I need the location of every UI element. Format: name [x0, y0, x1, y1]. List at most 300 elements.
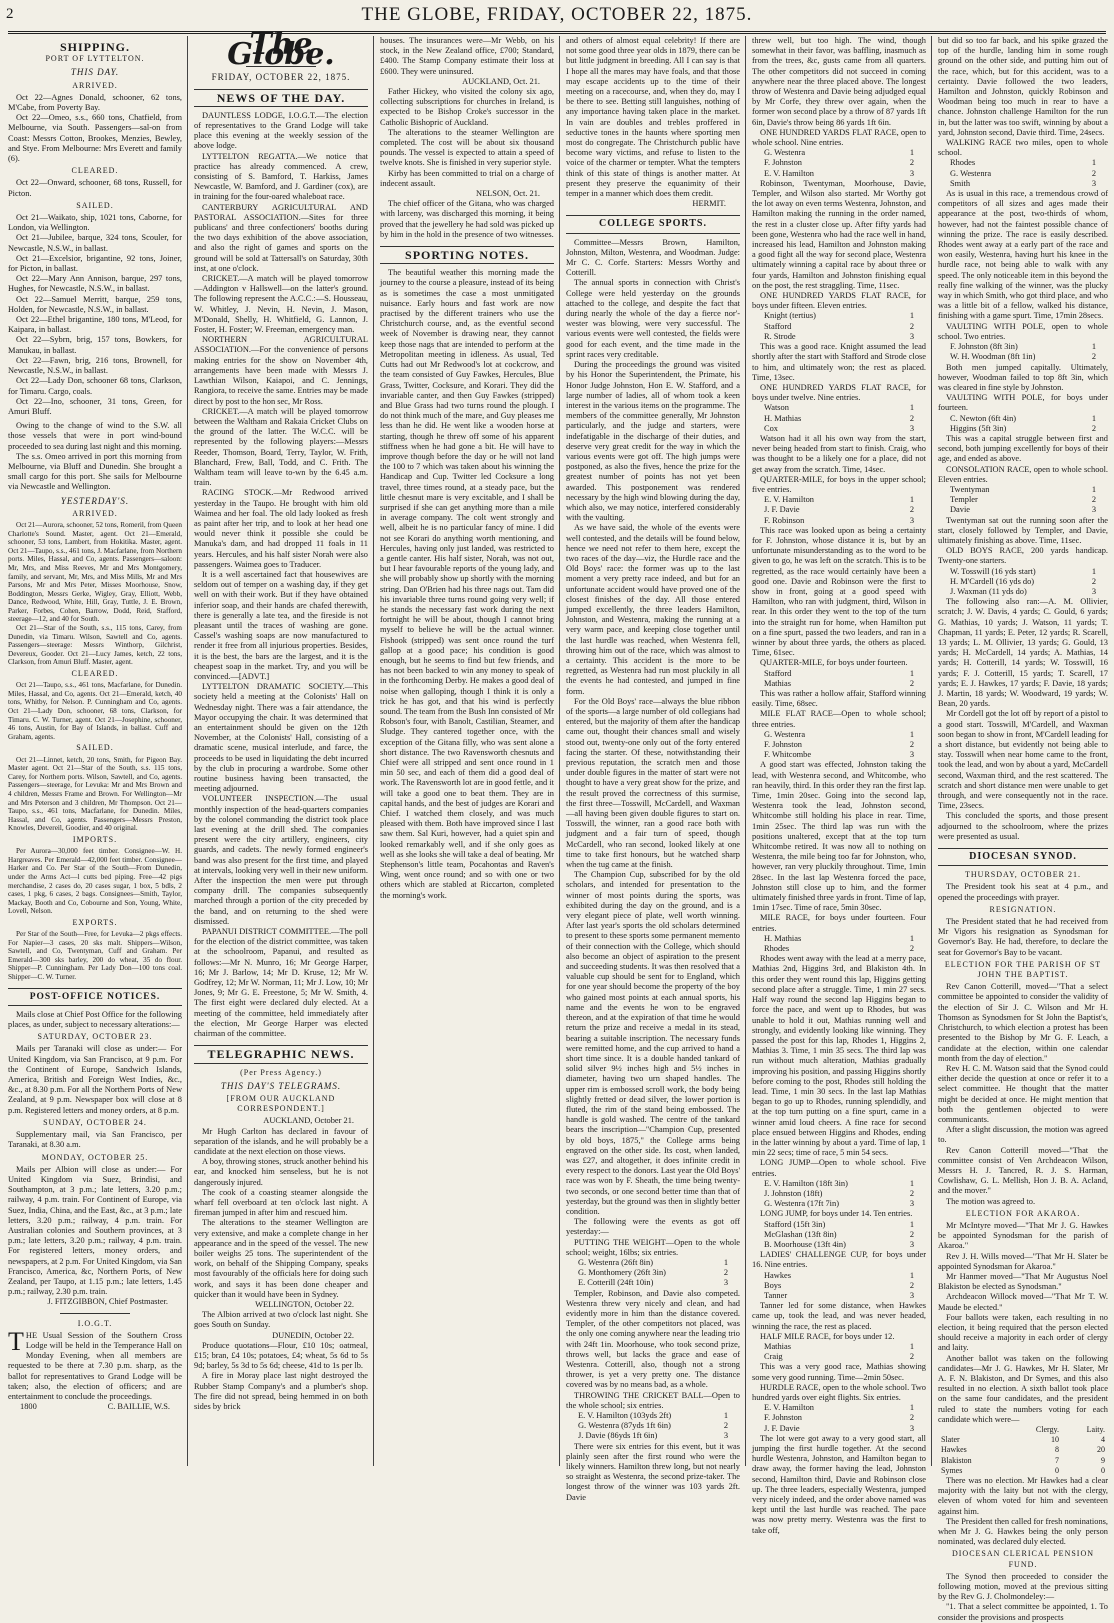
- po-saturday-heading: SATURDAY, OCTOBER 23.: [37, 1032, 153, 1042]
- result-place: 1: [1091, 342, 1096, 352]
- sailed-entry: Oct 22—Lady Don, schooner 68 tons, Clarkson, for Timaru. Cargo, coals.: [8, 376, 182, 396]
- event-heading: WALKING RACE two miles, open to whole school.: [938, 138, 1108, 158]
- result-place: 1: [909, 1178, 914, 1188]
- event-note: Watson had it all his own way from the start, never being headed from start to finish. Craig, who was thought to be a likely one for a place, did not get away from the scratch. Time, 14sec.: [752, 433, 926, 474]
- result-name: G. Westenra: [950, 168, 992, 178]
- telegram: The alterations to the steamer Wellington are very extensive, and make a complete change in her appearance and in the speed of the vessel. The new boiler weighs 25 tons. The superintendent of the work, on behalf of the Shipping Company, speaks most favourably of the officials here for doing such work, and says it has been done cheaper and quicker than it would have been in Sydney.: [194, 1218, 368, 1299]
- y-sailed-text: Oct 21—Linnet, ketch, 20 tons, Smith, for Pigeon Bay. Master agent. Oct 21—Star of the South, s.s. 115 tons, Carey, for Northern ports. Wilson, Sawtell, and Co, agents. Passengers—steerage, for Levuka: Mr and Mrs Brown and 4 children, Messrs Frame and Brown. For Wellington—Mr and Mrs Peterson and 3 children, Mr Thompson. Oct 21—Taupo, s.s., 461 tons, Macfarlane, for Dunedin. Miles, Hassal, and Co, agents. Passengers—Messrs Preston, Knowles, Devereil, Goodier, and 40 original.: [8, 755, 182, 833]
- postmaster-signature: J. FITZGIBBON, Chief Postmaster.: [47, 1297, 168, 1307]
- result-place: 3: [909, 750, 914, 760]
- result-name: J. Johnston (18ft): [764, 1188, 823, 1198]
- telegram: Mr Hugh Carlton has declared in favour of separation of the islands, and he will probably be a candidate at the next election on those views.: [194, 1126, 368, 1156]
- event-note: This concluded the sports, and those present adjourned to the schoolroom, where the prizes were presented as usual.: [938, 811, 1108, 841]
- result-row: [752, 1403, 926, 1413]
- dateline: FRIDAY, OCTOBER 22, 1875.: [211, 72, 351, 83]
- result-row: [752, 158, 926, 168]
- result-name: H. Mathias: [764, 413, 802, 423]
- event-heading: QUARTER-MILE, for boys in the upper school; five entries.: [752, 474, 926, 494]
- result-place: 3: [1091, 586, 1096, 596]
- result-row: [938, 424, 1108, 434]
- dateline-auckland-2: AUCKLAND, Oct. 21.: [462, 76, 540, 86]
- telegram: A fire in Moray place last night destroyed the Rubber Stamp Company's and a plumber's shop. The fire did not spread, being hemmed in on both sides by brick: [194, 1371, 368, 1411]
- result-row: [752, 414, 926, 424]
- result-row: [938, 352, 1108, 362]
- result-row: [752, 516, 926, 526]
- result-row: [752, 730, 926, 740]
- column-divider: [187, 36, 188, 1466]
- result-name: Knight (tertius): [764, 311, 816, 321]
- result-row: [752, 740, 926, 750]
- result-row: [752, 1352, 926, 1362]
- synod-heading: DIOCESAN SYNOD.: [938, 848, 1108, 866]
- event-note: Both men jumped capitally. Ultimately, however, Woodman failed to top 8ft 3in, which was cleared in fine style by Johnston.: [938, 362, 1108, 392]
- result-name: G. Westenra: [764, 148, 806, 158]
- result-name: Mathias: [764, 678, 791, 688]
- result-place: 2: [909, 413, 914, 423]
- result-name: G. Westenra: [764, 729, 806, 739]
- result-name: Smith: [950, 178, 971, 188]
- result-row: [752, 1230, 926, 1240]
- telegram: The chief officer of the Gitana, who was charged with larceny, was discharged this morning, it being proved that the jewellery he had sold was picked up by him in the hold in the presence of two witnesses.: [380, 199, 554, 239]
- synod-subhead: RESIGNATION.: [989, 904, 1057, 914]
- event-note: Twentyman sat out the running soon after the start, closely followed by Templer, and Davie, ultimately finishing as above. Time, 11sec.: [938, 515, 1108, 545]
- result-name: Stafford (15ft 3in): [764, 1219, 826, 1229]
- ballot-cell: 4: [1101, 1435, 1105, 1445]
- event-note: This was a very good race, Mathias showing some very good running. Time—2min 50sec.: [752, 1362, 926, 1382]
- result-row: [752, 169, 926, 179]
- result-name: F. Johnston: [764, 740, 802, 750]
- masthead-title: THE GLOBE, FRIDAY, OCTOBER 22, 1875.: [361, 4, 753, 25]
- result-place: 3: [723, 1431, 728, 1441]
- result-place: 2: [1091, 576, 1096, 586]
- ballot-cell: 9: [1101, 1455, 1105, 1465]
- ballot-row: [938, 1445, 1108, 1455]
- synod-text: The President took his seat at 4 p.m., and opened the proceedings with prayer.: [938, 882, 1108, 902]
- result-place: 1: [909, 1270, 914, 1280]
- column-divider: [373, 36, 374, 1466]
- result-name: G. Westenra (87yds 1ft 6in): [578, 1421, 671, 1431]
- result-row: [938, 414, 1108, 424]
- cleared-entry: Oct 22—Onward, schooner, 68 tons, Russell, for Picton.: [8, 178, 182, 198]
- news-heading: NEWS OF THE DAY.: [194, 89, 368, 107]
- y-sailed-heading: SAILED.: [76, 743, 114, 753]
- result-name: C. Newton (6ft 4in): [950, 413, 1017, 423]
- sailed-entry: Oct 22—Samuel Merritt, barque, 259 tons, Holden, for Newcastle, N.S.W., in ballast.: [8, 294, 182, 314]
- drop-cap: T: [8, 1326, 24, 1356]
- college-text: The Champion Cup, subscribed for by the old scholars, and intended for presentation to the winner of most points during the sports, was exhibited during the day on the ground, and is a very elegant piece of plate, well worth winning. After last year's sports the old scholars determined to present to these sports some permanent memento of their connection with the College, which should also become an object of aspiration to the present and succeeding students. It was then resolved that a valuable cup should be sent for to England, which for one year should become the property of the boy who gained most points at each annual sports, his name and the events he won to be engraved thereon, and at the expiration of that time he would return the prize and receive a medal in its stead, bearing a suitable inscription. The necessary funds were remitted home, and the cup arrived to hand a short time since. It is a double handed tankard of solid silver 9½ inches high and 5½ inches in diameter, having two urn shaped handles. The upper rim is embossed scroll work, the body being slightly fretted or dead silver, the lower portion is fluted, the rim of the stand being embossed. The handle is gold washed. The centre of the tankard bears the inscription—"Champion Cup, presented by old boys, 1875," the College arms being engraved on the other side. Its cost, when landed, was £27, and altogether, it does infinite credit in every respect to the donors. Last year the Old Boys' race was won by F. Sheath, the time being twenty-two seconds, or one second better time than that of yesterday, but the ground was then in slightly better condition.: [566, 870, 740, 1216]
- result-place: 2: [723, 1268, 728, 1278]
- ballot-cell: Hawkes: [941, 1445, 967, 1455]
- result-row: [752, 403, 926, 413]
- event-note: Templer, Robinson, and Davie also competed. Westenra threw very nicely and clean, and had evidently more in him than the distance covered. Templer, of the other competitors not placed, was the only one coming anywhere near the leading trio with 24ft 1in. Moorhouse, who took second prize, throws well, but lacks the grace and ease of Westenra. Cotterill, also, though not a strong thrower, is yet a very pretty one. The distance covered was by no means bad, as a whole.: [566, 1288, 740, 1390]
- result-place: 1: [909, 403, 914, 413]
- sailed-heading: SAILED.: [76, 200, 114, 210]
- result-name: Hawkes: [764, 1270, 791, 1280]
- event-note: This was rather a hollow affair, Stafford winning easily. Time, 68sec.: [752, 689, 926, 709]
- dateline-dunedin: DUNEDIN, October 22.: [272, 1330, 354, 1340]
- imports-heading: IMPORTS.: [72, 834, 118, 844]
- result-row: [566, 1278, 740, 1288]
- sporting-text: The beautiful weather this morning made the journey to the course a pleasure, instead of its being as is sometimes the case a most unmitigated nuisance. Early hours and fast work are now practised by the different trainers who use the Christchurch course, and, as the eventful second week of November is drawing near, they cannot keep those nags that are intended to perform at the Metropolitan meeting in idleness. As usual, Ted Cutts had out Mr Redwood's lot at cockcrow, and the team consisted of Guy Fawkes, Hercules, Blue Grass, Twitter, Cocksure, and Korari. They did the invariable canter, and then Guy Fawkes (stripped) and Blue Grass had two turns round the plough. I do not think much of the mare, and Guy pleases me less than he did. He went like a wooden horse at starting, though he threw off some of his apparent stiffness when he had gone a bit. He will have to improve though before the day or he will not land the 100 to 7 which was taken about his winning the Handicap and Cup. Twitter led Cocksure a long travel, three times round, at a steady pace, but the little chesnut mare is very excitable, and I shall be surprised if she can get anything more than a mile in average company. The colt went strongly and well, albeit he is no particular fancy of mine. I did not see Korari do anything worth mentioning, and Hercules, having only just landed, was restricted to a gentle canter. His half sister, Norah, was not out, but I hear favourable reports of the young lady, and she will probably show up shortly with the morning string. Dan O'Brien had his three nags out. Tam did his invariable three turns round going very well; if he stands the necessary fast work during the next fortnight he will be about, though I cannot bring myself to believe he will be the actual winner. Fishook (stripped) was sent once round the turf gallop at a good pace; his condition is good enough, but he seems to find but few friends, and has not been backed to win any money to speak of in the forthcoming Derby. He makes a good deal of noise when galloping, though I think it is only a trick he has got, and that his wind is perfectly sound. The team from the Bush Inn consisted of Mr Robson's four, with Banolt, Castilian, Steamer, and Sludge. They cantered together once, with the exception of the Gitana filly, who was sent alone a short distance. The two Ravensworth chesnuts and Chief were all stripped and sent once round in 1 min 50 sec, and each of them did a good deal of work. The Ravensworth lot are in good fettle, and it will take a good one to beat them. They are in capital hands, and the best of judges are Korari and Chief. I watched them closely, and was much pleased with them. Both have improved since I last saw them. Sal Kuri, however, had a quiet spin and looked remarkably well, and if she only goes as well as she looks she will take a deal of beating. Mr Stephenson's little team, Pocahontas and Raven's Wing, went once round; and so with one or two others which are stabled at Riccarton, completed the morning's work.: [380, 268, 554, 900]
- telegram: Produce quotations—Flour, £10 10s; oatmeal, £15; bran, £4 10s; potatoes, £4; wheat, 5s 6d to 5s 9d; barley, 5s 3d to 5s 6d; cheese, 41d to 1s per lb.: [194, 1340, 368, 1371]
- news-item: CRICKET.—A match will be played tomorrow between the Waltham and Rakaia Cricket Clubs on the ground of the latter. The W.C.C. will be represented by the following players:—Messrs Reeder, Thomson, Board, Terry, Taylor, W. Frith, Blanchard, Frew, Ball, Todd, and C. Frith. The Waltham team will leave to-wn by the 6.45 a.m. train.: [194, 406, 368, 488]
- result-place: 1: [909, 148, 914, 158]
- telegraphic-heading: TELEGRAPHIC NEWS.: [194, 1045, 368, 1063]
- synod-text: Archdeacon Willock moved—"That Mr T. W. Maude be elected.": [938, 1292, 1108, 1312]
- result-place: 1: [723, 1411, 728, 1421]
- result-row: [938, 577, 1108, 587]
- result-place: 1: [1091, 484, 1096, 494]
- event-heading: VAULTING WITH POLE, for boys under fourteen.: [938, 393, 1108, 413]
- event-note: threw well, but too high. The wind, though somewhat in their favor, was baffling, inasmuch as from the trees, &c, gusts came from all quarters. The other competitors did not succeed in coming anywhere near the three placed above. The longest throw of Westenra and Davie being adjudged equal by Mr Corfe, they threw over again, when the former won second place by a throw of 87 yards 1ft 6in, Davie's throw being 86 yards 1ft 6in.: [752, 36, 926, 127]
- ballot-row: [938, 1456, 1108, 1466]
- ballot-table: [938, 1425, 1108, 1476]
- result-place: 1: [909, 495, 914, 505]
- result-row: [752, 1281, 926, 1291]
- result-row: [938, 505, 1108, 515]
- event-note: As is usual in this race, a tremendous crowd of competitors of all sizes and ages made their appearance at the post, two-thirds of whom, however, had not the faintest possible chance of winning the prize. The race is easily described. Rhodes went away at a early part of the race and won easily, Westenra, having hurt his knee in the hurdle race, not being able to walk with any speed. The only noticeable item in this beyond the really fine walking of the winner, was the plucky way in which Smith, who got third place, and who was a little bit of a fellow, walked his distance, finishing with a game spurt. Time, 17min 28secs.: [938, 189, 1108, 321]
- result-row: [752, 944, 926, 954]
- event-heading: MILE RACE, for boys under fourteen. Four entries.: [752, 913, 926, 933]
- result-name: J. F. Davie: [764, 1423, 800, 1433]
- result-row: [752, 669, 926, 679]
- result-place: 2: [723, 1421, 728, 1431]
- event-heading: ONE HUNDRED YARDS FLAT RACE, open to whole school. Nine entries.: [752, 127, 926, 148]
- exports-heading: EXPORTS.: [72, 917, 118, 927]
- event-note: Robinson, Twentyman, Moorhouse, Davie, Templer, and Wilson also started. Mr Worthy got the lot away on even terms Westenra, Johnston, and Hamilton making the running in the order named, the rest in a cluster close up. After fifty yards had been gone, Westenra who had the race well in hand, increased his lead, Hamilton and Johnston making a good fight all the way for second place, Westenra ultimately winning a capital race by about three or four yards, Hamilton and Johnston finishing equal on the post, the rest straggling. Time, 11sec.: [752, 178, 926, 290]
- dateline-auckland: AUCKLAND, October 21.: [263, 1116, 354, 1126]
- post-office-heading: POST-OFFICE NOTICES.: [8, 988, 182, 1006]
- arrival-entry: Oct 22—Agnes Donald, schooner, 62 tons, M'Cabe, from Poverty Bay.: [8, 92, 182, 113]
- result-name: Rhodes: [764, 944, 790, 954]
- synod-text: Mr Hanmer moved—"That Mr Augustus Noel Blakiston be elected as Synodsman.": [938, 1271, 1108, 1292]
- result-name: G. Monthomery (26ft 3in): [578, 1268, 666, 1278]
- result-name: Tanner: [764, 1290, 788, 1300]
- y-cleared-text: Oct 21—Taupo, s.s., 461 tons, Macfarlane, for Dunedin. Miles, Hassal, and Co, agents. Oct 21—Emerald, ketch, 40 tons, Whitby, for Nelson. P. Cunningham and Co, agents. Oct 21—Lady Don, schooner, 68 tons, Clarkson, for Timaru. C. W. Turner, agent. Oct 21—Josephine, schooner, 46 tons, Austin, for Bay of Islands, in ballast. Cuff and Graham, agents.: [8, 681, 182, 741]
- event-note: There were six entries for this event, but it was plainly seen after the first round who were the likely winners. Hamilton threw long, but not nearly so straight as Westenra, the second prize-taker. The longest throw of the winner was 103 yards 2ft. Davie: [566, 1441, 740, 1502]
- result-row: [566, 1411, 740, 1421]
- news-item: CRICKET.—A match will be played tomorrow—Addington v Hallswell—on the latter's ground. The following represent the A.C.C.:—S. Housseau, W. Whitley, J. Nevin, H. Nevin, J. Mason, M'Donald, Shelly, H. Whitfield, G. Lannon, J. Foster, H. Foster; W. Freeman, emergency man.: [194, 274, 368, 335]
- result-name: E. V. Hamilton: [764, 1403, 814, 1413]
- ballot-cell: 0: [1055, 1465, 1060, 1475]
- result-place: 2: [909, 321, 914, 331]
- iogt-heading: I.O.G.T.: [77, 1318, 113, 1328]
- result-place: 1: [909, 311, 914, 321]
- result-place: 2: [909, 1352, 914, 1362]
- result-row: [752, 1271, 926, 1281]
- result-name: Rhodes: [950, 158, 976, 168]
- news-item: LYTTELTON REGATTA.—We notice that practice has already commenced. A crew, consisting of S. Bamford, T. Harkiss, James Newcastle, W. Bamford, and J. Gardiner (cox), are in training for the four-oared whaleboat race.: [194, 151, 368, 202]
- result-name: G. Westenra (26ft 8in): [578, 1257, 653, 1267]
- result-row: [566, 1268, 740, 1278]
- result-row: [752, 495, 926, 505]
- synod-text: Rev H. C. M. Watson said that the Synod could either decide the question at once or refer it to a select committee. He thought that the matter might be decided at once. He might mention that both the gentlemen objected to were communicants.: [938, 1063, 1108, 1124]
- result-name: Templer: [950, 495, 978, 505]
- telegram: The cook of a coasting steamer alongside the wharf fell overboard at ten o'clock last night. A fireman jumped in after him and rescued him.: [194, 1187, 368, 1218]
- result-place: 1: [909, 668, 914, 678]
- college-text: As we have said, the whole of the events were well contested, and the details will be found below, hence we need not refer to them here, except the two races of the day—viz, the Hurdle race and the Old Boys' race: the former was up to the last moment a very pretty race indeed, and but for an unfortunate accident would have proved one of the closest finishes of the day. All those entered jumped excellently, the three leaders Hamilton, Johnston, and Westenra, making the running at a very warm pace, and keeping close together until the last hurdle was reached, when Westenra fell, throwing him out of the race, which was almost to a certainty. This accident is the more to be regretted, as Westenra had run most pluckily in all the events he had contested, and jumped in fine form.: [566, 523, 740, 696]
- result-name: E. V. Hamilton: [764, 168, 814, 178]
- synod-text: Another ballot was taken on the following candidates—Mr J. G. Hawkes, Mr H. Slater, Mr A. F. N. Blakiston, and Dr Symes, and this also resulted in no election. A sixth ballot took place on the same four candidates, and the president ruled to state the numbers voting for each candidate which were—: [938, 1353, 1108, 1424]
- iogt-signature: C. BAILLIE, W.S.: [107, 1402, 170, 1412]
- result-row: [752, 1189, 926, 1199]
- sailed-entry: Oct 22—Fawn, brig, 216 tons, Brownell, for Newcastle, N.S.W., in ballast.: [8, 355, 182, 376]
- result-name: Higgins (5ft 3in): [950, 423, 1007, 433]
- result-row: [938, 158, 1108, 168]
- result-name: H. Mathias: [764, 933, 802, 943]
- ballot-header-cell: Laity.: [1086, 1425, 1105, 1435]
- result-name: J. Davie (86yds 1ft 6in): [578, 1431, 658, 1441]
- ballot-cell: 7: [1055, 1455, 1060, 1465]
- result-place: 3: [909, 423, 914, 433]
- y-arrived-text-2: Oct 21—Star of the South, s.s., 115 tons, Carey, from Dunedin, via Timaru. Wilson, Sawtell and Co, agents. Passengers—steerage: Messrs Winthorp, Gilchrist, Devereux, Gooder. Oct 21—Lucy James, ketch, 22 tons, Clarkson, from Amuri Bluff. Master, agent.: [8, 624, 182, 667]
- event-heading: LONG JUMP—Open to whole school. Five entries.: [752, 1158, 926, 1178]
- event-note: A good start was effected, Johnston taking the lead, with Westenra second, and Whitcombe, who ran heavily, third. In this order they ran the first lap. Time, 1min 20sec. Going into the second lap, Westenra took the lead, Johnston second, Whitcombe still holding his place in rear. Time, 1min 25sec. The third lap was run with the positions unaltered, except that at the top turn Whitcombe retired. It was now all to nothing on Westenra, the mile being too far for Johnston, who, however, ran very pluckily throughout. Time, 1min 28sec. In the last lap Westenra forced the pace, Johnston still close up to him, and the former ultimately finished three yards in front. Time of lap, 1min 17sec. Time of race, 5min 30sec.: [752, 760, 926, 913]
- result-name: Stafford: [764, 668, 792, 678]
- iogt-notice-text: HE Usual Session of the Southern Cross Lodge will be held in the Temperance Hall on Monday Evening, when all members are requested to be there at 7.30 p.m. sharp, as the ballot for representatives to Grand Lodge will be taken; also, the election of officers; and are entertainment to conclude the proceedings.: [8, 1330, 182, 1401]
- event-heading: HURDLE RACE, open to the whole school. Two hundred yards over eight flights. Six entries.: [752, 1382, 926, 1403]
- result-place: 3: [909, 1423, 914, 1433]
- synod-subhead: ELECTION FOR THE PARISH OF ST JOHN THE BAPTIST.: [944, 959, 1102, 980]
- ballot-cell: 20: [1097, 1445, 1105, 1455]
- result-name: Mathias: [764, 1342, 791, 1351]
- ballot-cell: 0: [1101, 1465, 1105, 1475]
- sailed-entry: Oct 21—Jubilee, barque, 324 tons, Scouler, for Newcastle, N.S.W., in ballast.: [8, 233, 182, 253]
- po-saturday: Mails per Taranaki will close as under:— For United Kingdom, via San Francisco, at 9 p.m. For the Continent of Europe, Sandwich Islands, America, British and Foreign West Indies, &c., &c., at 8.30 p.m. For all the Northern Ports of New Zealand, at 9 p.m. Newspaper box will close at 8 p.m. Registered letters and money orders, at 8 p.m.: [8, 1044, 182, 1115]
- shipping-heading: SHIPPING.: [59, 40, 130, 54]
- event-heading: LADIES' CHALLENGE CUP, for boys under 16. Nine entries.: [752, 1250, 926, 1270]
- result-row: [938, 342, 1108, 352]
- result-name: R. Strode: [764, 331, 796, 341]
- ballot-cell: 10: [1051, 1435, 1060, 1445]
- result-row: [938, 587, 1108, 597]
- event-note: The lot were got away to a very good start, all jumping the first hurdle together. At the second hurdle Westenra, Johnston, and Hamilton began to draw away, the former having the lead, Johnston second, Hamilton third, Davie and Robinson close up. The three leaders, especially Westenra, jumped very nicely indeed, and the order above named was kept until the last hurdle was reached. The pace was now pretty merry. Westenra was the first to take off,: [752, 1433, 926, 1535]
- ballot-cell: 8: [1055, 1445, 1060, 1455]
- port-heading: PORT OF LYTTELTON.: [45, 54, 145, 64]
- event-note: This race was looked upon as being a certainty for F. Johnston, whose distance it is, but by an unfortunate misunderstanding as to the word to be given to go, he was left on the scratch. This is to be regretted, as the race would certainly have been a good one. Davie and Robinson were the first to show in front, going at a good speed with Hamilton, who ran with judgment, third, Wilson in rear. In this order they went to the top of the turn into the straight run for home, when Hamilton put on a fine spurt, passed the two leaders, and ran in a winner by about three yards, the others as placed. Time, 61sec.: [752, 525, 926, 658]
- result-place: 3: [909, 331, 914, 341]
- result-name: W. Tosswill (16 yds start): [950, 566, 1036, 576]
- result-name: Davie: [950, 505, 970, 515]
- result-row: [752, 1199, 926, 1209]
- column-divider: [559, 36, 560, 1466]
- result-name: E. V. Hamilton (18ft 3in): [764, 1178, 848, 1188]
- yesterday-heading: YESTERDAY'S.: [60, 495, 130, 506]
- sailed-entry: Oct 21—Waikato, ship, 1021 tons, Caborne, for London, via Wellington.: [8, 213, 182, 233]
- result-place: 2: [909, 1280, 914, 1290]
- y-cleared-heading: CLEARED.: [71, 669, 119, 679]
- column-divider: [745, 36, 746, 1466]
- college-text: The annual sports in connection with Christ's College were held yesterday on the grounds attached to the college, and despite the fact that during nearly the whole of the day a fierce nor'-wester was blowing, were very successful. The various events were well contested, the fields were good for each event, and the time made in the sprint races very creditable.: [566, 278, 740, 359]
- result-name: E. Cotterill (24ft 10in): [578, 1278, 654, 1288]
- event-heading: VAULTING WITH POLE, open to whole school. Two entries.: [938, 321, 1108, 341]
- result-name: H. M'Cardell (16 yds do): [950, 576, 1035, 586]
- result-place: 2: [909, 1413, 914, 1423]
- press-agency: (Per Press Agency.): [240, 1067, 322, 1077]
- telegram: A boy, throwing stones, struck another behind his ear, and knocked him senseless, but he is not dangerously injured.: [194, 1157, 368, 1187]
- news-item: It is a well ascertained fact that housewives are seldom out of temper on a washing day, if they get well on with their work. But if they have obtained inferior soap, and their hands are chafed therewith, there is generally a late tea, and the fireside is not pleasant until the traces of washing are gone. Cassel's washing soaps are now manufactured to render it free from all injurious properties. Besides, it is the best, the bars are the largest, and it is the cheapest soap in the market. Try, and you will be convinced.—[ADVT.]: [194, 569, 368, 681]
- po-intro: Mails close at Chief Post Office for the following places, as under, subject to necessary alterations:—: [8, 1009, 182, 1030]
- event-heading: CONSOLATION RACE, open to whole school. Eleven entries.: [938, 464, 1108, 484]
- result-place: 1: [1091, 413, 1096, 423]
- result-place: 3: [909, 1290, 914, 1300]
- result-name: Watson: [764, 403, 789, 413]
- result-row: [938, 169, 1108, 179]
- telegram: The alterations to the steamer Wellington are completed. The cost will be about six thousand pounds. The vessel is expected to attain a speed of twelve knots. She is finished in very superior style.: [380, 127, 554, 168]
- result-place: 2: [1091, 168, 1096, 178]
- result-row: [752, 1240, 926, 1250]
- sporting-continued: and others of almost equal celebrity! If there are not some good three year olds in 1879, there can be but little judgment in breeding. All I can say is that I hope all the mares may have foals, and that those may escape accidents up to the time of their meeting on a racecourse, and, when they do, may I be there to see. Betting still languishes, nothing of any importance having taken place in the market. In vain are doubles and trebles proffered in seductive tones in the haunts where sporting men most do congregate. The Christchurch public have become wary victims, and refuse to listen to the voice of the charmer or tempter. What the tempters think of this state of things is another matter. At present they preserve the equanimity of their temper in a manner which does them credit.: [566, 36, 740, 199]
- result-place: 2: [909, 158, 914, 168]
- college-text: For the Old Boys' race—always the blue ribbon of the sports—a large number of old collegians had entered, but the majority of them after the handicap came out, thought their chances small and wisely stood out, twenty-one only out of the forty entered facing the starter. Of these, notwithstanding their previous reputation, the scratch men and those under double figures in the matter of start were not thought to have a very great show for the prize, and the result proved the correctness of this surmise, the first three—Tosswill, McCardell, and Waxman—all having been given double figures to start on. Tosswill, the winner, ran a good race both with judgment and a fair turn of speed, though McCardell, who ran second, looked likely at one time to take first honours, but he watched sharp when the tug came at the finish.: [566, 696, 740, 870]
- synod-text: "1. That a select committee be appointed, 1. To consider the provisions and prospects: [938, 1602, 1108, 1622]
- result-place: 1: [909, 1219, 914, 1229]
- masthead-rule: [8, 31, 1106, 32]
- result-row: [752, 505, 926, 515]
- result-place: 3: [723, 1278, 728, 1288]
- result-place: 3: [909, 515, 914, 525]
- sailed-entry: Oct 22—Ethel brigantine, 180 tons, M'Leod, for Kaipara, in ballast.: [8, 315, 182, 335]
- synod-subhead: DIOCESAN CLERICAL PENSION FUND.: [951, 1549, 1095, 1569]
- ballot-cell: Symes: [941, 1465, 963, 1475]
- result-row: [752, 332, 926, 342]
- result-name: F. Johnston: [764, 158, 802, 168]
- shipping-notice: The s.s. Omeo arrived in port this morning from Melbourne, via Bluff and Dunedin. She brought a small cargo for this port. She sails for Melbourne via Newcastle and Wellington.: [8, 451, 182, 492]
- column-college: [566, 36, 740, 1502]
- result-row: [752, 750, 926, 760]
- result-row: [752, 424, 926, 434]
- result-name: J. F. Davie: [764, 505, 800, 515]
- result-row: [938, 179, 1108, 189]
- result-row: [752, 148, 926, 158]
- event-heading: ONE HUNDRED YARDS FLAT RACE, for boys under fifteen. Eleven entries.: [752, 291, 926, 311]
- ballot-cell: Blakiston: [941, 1455, 972, 1465]
- page-number: 2: [6, 6, 15, 22]
- result-place: 2: [1091, 352, 1096, 362]
- result-name: E. V. Hamilton (103yds 2ft): [578, 1411, 672, 1421]
- event-heading: LONG JUMP, for boys under 14. Ten entries.: [760, 1209, 913, 1219]
- cleared-heading: CLEARED.: [71, 166, 119, 176]
- result-place: 2: [1091, 423, 1096, 433]
- result-row: [752, 311, 926, 321]
- result-name: J. Waxman (11 yds do): [950, 586, 1027, 596]
- telegram: The Albion arrived at two o'clock last night. She goes South on Sunday.: [194, 1310, 368, 1330]
- result-place: 1: [1091, 158, 1096, 168]
- event-note: Rhodes went away with the lead at a merry pace, Mathias 2nd, Higgins 3rd, and Blakiston 4th. In this order they went round this lap, Higgins getting second place after a struggle. Time, 1 min 27 secs. Half way round the second lap Higgins began to force the pace, and went up to Rhodes, but was unable to hold it out, Mathias running well and strongly, and evidently looking like winning. They passed the post for this lap, Rhodes 1, Higgins 2, Mathias 3. Time, 1 min 35 secs. The third lap was run without much alteration, Mathias gradually improving his position, and passing Higgins shortly before coming to the post, Rhodes still holding the lead. Time, 1 min 30 secs. In the last lap Mathias began to go up to Rhodes, running splendidly, and at the top turn putting on a fine spurt, came in a winner amid loud cheers. A fine race for second place ensued between Higgins and Rhodes, ending in the latter winning by about a yard. Time of lap, 1 min 22 secs; time of race, 5 min 54 secs.: [752, 954, 926, 1158]
- iogt-footer: [8, 1402, 182, 1412]
- event-heading: QUARTER-MILE, for boys under fourteen.: [760, 658, 908, 668]
- result-place: 2: [909, 1229, 914, 1239]
- news-item: DAUNTLESS LODGE, I.O.G.T.—The election of representatives to the Grand Lodge will take place this evening at the weekly session of the above lodge.: [194, 110, 368, 151]
- result-place: 2: [1091, 495, 1096, 505]
- result-row: [752, 679, 926, 689]
- exports-text: Per Star of the South—Free, for Levuka—2 pkgs effects. For Napier—3 cases, 20 sks malt. Shippers—Wilson, Sawtell, and Co, Twentyman, Cuff and Graham. Per Emerald—300 sks barley, 200 do wheat, 35 do flour. Shipper—P. Cunningham. Per Lady Don—100 tons coal. Shipper—C. W. Turner.: [8, 930, 182, 982]
- event-note: Mr Cordell got the lot off by report of a pistol to a good start. Tosswill, M'Cardell, and Waxman soon began to show in front, M'Cardell leading for a short distance, but evidently not being able to stay. Tosswill when near home came to the front, took the lead, and won by about a yard, McCardell second, Waxman third, and the rest scattered. The scratch and short distance men were unable to get through, and were consequently not in the race. Time, 23secs.: [938, 709, 1109, 811]
- result-place: 2: [909, 678, 914, 688]
- result-place: 2: [909, 505, 914, 515]
- result-row: [566, 1258, 740, 1268]
- result-row: [938, 485, 1108, 495]
- result-row: [752, 1413, 926, 1423]
- divider: [60, 1313, 130, 1314]
- event-note: This was a capital struggle between first and second, both jumping excellently for boys of their age, and ended as above.: [938, 433, 1108, 464]
- result-place: 2: [909, 944, 914, 954]
- y-arrived-heading: ARRIVED.: [72, 508, 118, 518]
- news-item: RACING STOCK.—Mr Redwood arrived yesterday in the Taupo. He brought with him old Waimea and her foal. The old lady looked as fresh as paint after her trip, and to look at her head one would never think it possible she could be Manuka's dam, and had dropped 11 foals in 11 years. Hercules, and his half sister Norah were also passengers. Waimea goes to Traducer.: [194, 488, 368, 569]
- iogt-notice: [8, 1326, 182, 1402]
- telegram: Kirby has been committed to trial on a charge of indecent assault.: [380, 168, 554, 188]
- result-place: 3: [1091, 505, 1096, 515]
- paper-nameplate: The Globe.: [227, 27, 335, 73]
- synod-text: The President stated that he had received from Mr Vigors his resignation as Synodsman for Governor's Bay. He had, therefore, to declare the seat for Governor's Bay to be vacant.: [938, 917, 1108, 957]
- result-name: Boys: [764, 1280, 782, 1290]
- column-shipping: [8, 36, 182, 1466]
- synod-text: There was no election. Mr Hawkes had a clear majority with the laity but not with the clergy, eleven of whom voted for him and seventeen against him.: [938, 1476, 1108, 1516]
- sailed-entry: Oct 21—Excelsior, brigantine, 92 tons, Joiner, for Picton, in ballast.: [8, 253, 182, 274]
- event-heading: THROWING THE CRICKET BALL—Open to the whole school; six entries.: [566, 1390, 740, 1410]
- synod-text: Rev Canon Cotterill, moved—"That a select committee be appointed to consider the validity of the election of Sir J. C. Wilson and Mr H. Thomson as Synodsmen for St John the Baptist's, Christchurch, to which election a protest has been presented to the Bishop by Mr G. F. Leach, a candidate at the election, within one calendar month from the day of election.": [938, 982, 1108, 1063]
- column-divider: [931, 36, 932, 1466]
- result-row: [752, 322, 926, 332]
- result-place: 1: [909, 729, 914, 739]
- synod-date: THURSDAY, OCTOBER 21.: [965, 870, 1081, 880]
- synod-text: The motion was agreed to.: [946, 1196, 1036, 1206]
- synod-text: After a slight discussion, the motion was agreed to.: [938, 1125, 1108, 1145]
- column-results: [752, 36, 926, 1535]
- masthead-rule-2: [8, 33, 1106, 34]
- telegram: Father Hickey, who visited the colony six ago, collecting subscriptions for churches in Ireland, is expected to be Bishop Croke's successor in the Catholic Bishopric of Auckland.: [380, 87, 554, 127]
- result-name: Stafford: [764, 321, 792, 331]
- result-name: F. Robinson: [764, 515, 805, 525]
- column-sporting: [380, 36, 554, 1466]
- result-name: F. Johnston (8ft 3in): [950, 342, 1018, 352]
- result-row: [752, 1179, 926, 1189]
- masthead: [0, 4, 1114, 30]
- ballot-header-cell: Clergy.: [1035, 1425, 1060, 1435]
- correspondent-line: [FROM OUR AUCKLAND CORRESPONDENT.]: [226, 1093, 336, 1114]
- result-row: [752, 1342, 926, 1352]
- ballot-header-cell: [938, 1425, 1007, 1435]
- result-name: Twentyman: [950, 484, 990, 494]
- news-item: LYTTELTON DRAMATIC SOCIETY.—This society held a meeting at the Colonists' Hall on Wednesday night. There was a fair attendance, the Mayor occupying the chair. It was determined that an entertainment should be given on the 12th November, at the Colonists' Hall, consisting of a dramatic scene, musical interlude, and farce, the proceeds to be used in liquidating the debt incurred by the club in procuring a wardrobe. Some other routine business having been transacted, the meeting adjourned.: [194, 682, 368, 794]
- college-sports-heading: COLLEGE SPORTS.: [566, 215, 740, 233]
- column-synod: [938, 36, 1109, 1622]
- result-row: [752, 934, 926, 944]
- result-place: 1: [909, 1403, 914, 1413]
- result-name: G. Westenra (17ft 7in): [764, 1199, 839, 1209]
- telegram-continued: houses. The insurances were—Mr Webb, on his stock, in the New Zealand office, £700; Standard, £400. The Stamp Company estimate their loss at £600. They were uninsured.: [380, 36, 554, 76]
- po-sunday: Supplementary mail, via San Francisco, per Taranaki, at 8.30 a.m.: [8, 1130, 182, 1150]
- ballot-row: [938, 1466, 1108, 1476]
- committee-line: Committee—Messrs Brown, Hamilton, Johnston, Milton, Westenra, and Woodman. Judge: Mr C. C. Corfe. Starters: Messrs Worthy and Cotterill.: [566, 237, 740, 278]
- event-heading: ONE HUNDRED YARDS FLAT RACE, for boys under twelve. Nine entries.: [752, 382, 926, 403]
- result-row: [752, 1220, 926, 1230]
- sporting-notes-heading: SPORTING NOTES.: [380, 246, 554, 264]
- news-item: PAPANUI DISTRICT COMMITTEE.—The poll for the election of the district committee, was taken at the schoolroom, Papanui, and resulted as follows:—Mr N. Munro, 16; Mr George Harper, 16; Mr J. Barlow, 14; Mr D. Kruse, 12; Mr W. Godfrey, 12; Mr W. Norman, 11; Mr J. Low, 10; Mr Jones, 9; Mr G. E. Freestone, 5; Mr W. Smith, 4. The first eight were declared duly elected. At a meeting of the committee, held immediately after the election, Mr George Harper was elected chairman of the committee.: [194, 927, 368, 1039]
- result-name: Craig: [764, 1352, 783, 1362]
- y-arrived-text: Oct 21—Aurora, schooner, 52 tons, Romeril, from Queen Charlotte's Sound. Master, agent. Oct 21—Emerald, schooner, 53 tons, Lambert, from Hokitika. Master, agent. Oct 21—Taupo, s.s., 461 tons, J. Macfarlane, from Northern ports. Miles, Hassal, and Co, agents. Passengers—saloon: Mr, Mrs, and Miss Reeves, Mr and Mrs Montgomery, family, and servant, Mr, Mrs, and Miss Mills, Mr and Mrs Parsons, Mr and Mrs Peter, Misses Moorhouse, Snow, Boddington, Messrs Gerke, Wigley, Gray, Elliott, Webb, Dance, Redwood, White, Hill, Gray, Tuttle, J. E. Brown, Parker, Forbes, Cohen, Barrow, Dodd, Reid, Stafford, steerage—12, and 40 for South.: [8, 520, 182, 624]
- result-name: Cox: [764, 423, 778, 433]
- result-place: 2: [909, 1188, 914, 1198]
- ballot-cell: Slater: [941, 1435, 960, 1445]
- event-heading: HALF MILE RACE, for boys under 12.: [760, 1331, 895, 1341]
- result-place: 1: [723, 1257, 728, 1267]
- result-row: [752, 1424, 926, 1434]
- sailed-entry: Oct 22—Ino, schooner, 31 tons, Green, for Amuri Bluff.: [8, 396, 182, 416]
- result-name: W. H. Woodman (8ft 1in): [950, 352, 1036, 362]
- po-sunday-heading: SUNDAY, OCTOBER 24.: [43, 1117, 147, 1127]
- result-place: 1: [1091, 566, 1096, 576]
